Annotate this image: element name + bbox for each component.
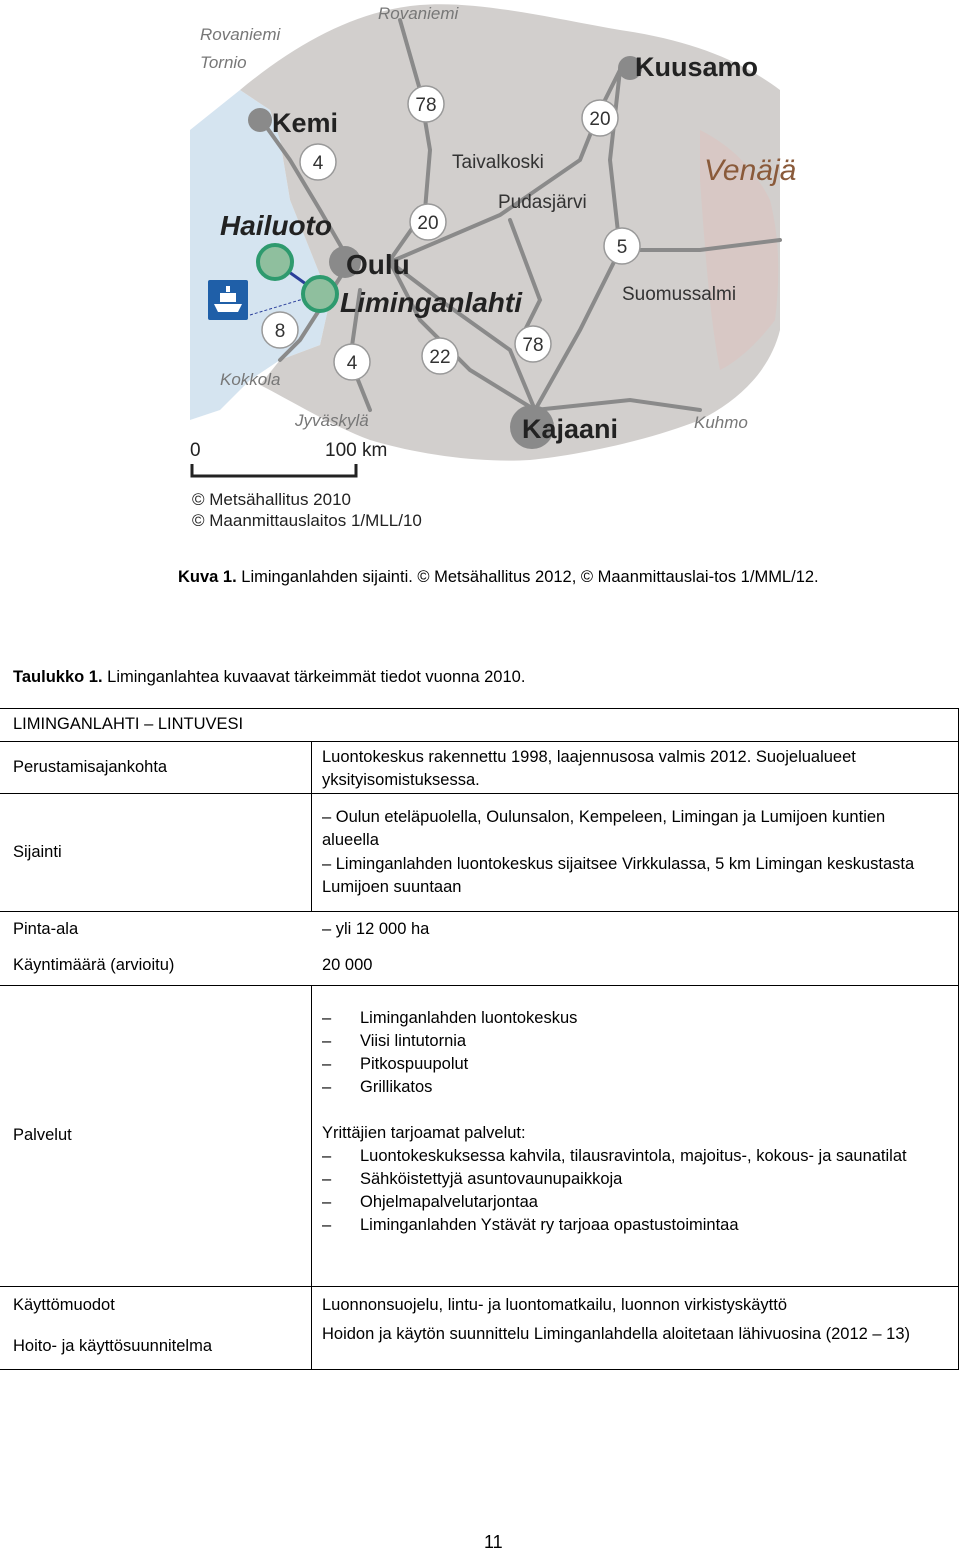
road-label-78b: 78 [522, 335, 544, 356]
road-label-8: 8 [274, 321, 286, 342]
road-label-4b: 4 [346, 353, 358, 374]
table-heading: LIMINGANLAHTI – LINTUVESI [13, 715, 244, 733]
hailuoto-marker [258, 245, 292, 279]
label-kemi: Kemi [272, 108, 339, 138]
caption-prefix: Kuva 1. [178, 568, 237, 586]
label-hailuoto: Hailuoto [220, 210, 332, 241]
page-number: 11 [484, 1532, 503, 1552]
entrepreneur-services-list [322, 1145, 937, 1237]
table-divider [0, 985, 958, 986]
label-suomussalmi: Suomussalmi [622, 284, 737, 305]
table-title-text: Liminganlahtea kuvaavat tärkeimmät tiedot vuonna 2010. [102, 668, 526, 686]
ferry-icon [208, 280, 248, 320]
value-hoito: Hoidon ja käytön suunnittelu Liminganlahdella aloitetaan lähivuosina (2012 – 13) [322, 1325, 910, 1343]
location-map [180, 0, 797, 540]
label-pinta-ala: Pinta-ala [13, 920, 79, 938]
label-kokkola: Kokkola [220, 370, 281, 389]
list-item: – Sähköistettyjä asuntovaunupaikkoja [322, 1168, 937, 1191]
label-kajaani: Kajaani [522, 414, 619, 444]
label-sijainti: Sijainti [13, 843, 62, 861]
table-column-divider [311, 985, 312, 1369]
road-label-5: 5 [616, 237, 628, 258]
scale-bar [190, 440, 387, 476]
map-copyright-1: © Metsähallitus 2010 [192, 490, 352, 509]
list-item: – Liminganlahden Ystävät ry tarjoaa opastustoimintaa [322, 1214, 937, 1237]
road-label-20b: 20 [417, 213, 439, 234]
label-liminganlahti: Liminganlahti [340, 287, 522, 318]
label-hoito: Hoito- ja käyttösuunnitelma [13, 1337, 213, 1355]
road-label-78a: 78 [415, 95, 437, 116]
list-item: – Pitkospuupolut [322, 1053, 937, 1076]
value-sijainti-1: – Oulun eteläpuolella, Oulunsalon, Kempeleen, Limingan ja Lumijoen kuntien alueella [322, 808, 886, 849]
label-jyvaskyla: Jyväskylä [295, 411, 369, 430]
label-perustamisajankohta: Perustamisajankohta [13, 758, 168, 776]
table-divider [0, 911, 958, 912]
label-tornio: Tornio [200, 53, 247, 72]
table-divider [0, 741, 958, 742]
liminganlahti-marker [303, 277, 337, 311]
scale-zero: 0 [190, 440, 201, 461]
list-item: – Luontokeskuksessa kahvila, tilausravintola, majoitus-, kokous- ja saunatilat [322, 1145, 937, 1168]
label-kuusamo: Kuusamo [635, 52, 759, 82]
list-item: – Grillikatos [322, 1076, 937, 1099]
table-title [13, 668, 525, 687]
table-divider [0, 793, 958, 794]
table-title-prefix: Taulukko 1. [13, 668, 103, 686]
road-label-4a: 4 [312, 153, 324, 174]
list-item: – Ohjelmapalvelutarjontaa [322, 1191, 937, 1214]
label-kuhmo: Kuhmo [694, 413, 748, 432]
label-taivalkoski: Taivalkoski [452, 152, 544, 173]
value-kayntimaara: 20 000 [322, 956, 373, 974]
label-oulu: Oulu [346, 249, 410, 280]
list-item: – Liminganlahden luontokeskus [322, 1007, 937, 1030]
label-pudasjarvi: Pudasjärvi [498, 192, 587, 213]
caption-text: Liminganlahden sijainti. © Metsähallitus 2012, © Maanmittauslai-tos 1/MML/12. [236, 568, 819, 586]
value-perustamisajankohta: Luontokeskus rakennettu 1998, laajennusosa valmis 2012. Suojelualueet yksityisomistuksessa. [322, 748, 856, 789]
services-subheading: Yrittäjien tarjoamat palvelut: [322, 1124, 526, 1142]
label-rovaniemi-top: Rovaniemi [378, 4, 459, 23]
list-item: – Viisi lintutornia [322, 1030, 937, 1053]
road-label-22: 22 [429, 347, 451, 368]
value-pinta-ala: – yli 12 000 ha [322, 920, 430, 938]
label-venaja: Venäjä [704, 154, 797, 187]
table-column-divider [311, 741, 312, 911]
services-list [322, 1007, 937, 1099]
map-copyright-2: © Maanmittauslaitos 1/MLL/10 [192, 511, 422, 530]
table-divider [0, 1286, 958, 1287]
town-marker-kemi [248, 108, 272, 132]
label-rovaniemi-left: Rovaniemi [200, 25, 281, 44]
value-kayttomuodot: Luonnonsuojelu, lintu- ja luontomatkailu, luonnon virkistyskäyttö [322, 1296, 788, 1314]
label-palvelut: Palvelut [13, 1126, 72, 1144]
scale-distance: 100 km [325, 440, 388, 461]
road-label-20a: 20 [589, 109, 611, 130]
info-table [0, 708, 959, 1370]
value-sijainti-2: – Liminganlahden luontokeskus sijaitsee Virkkulassa, 5 km Limingan keskustasta Lumijoen suuntaan [322, 855, 915, 896]
label-kayttomuodot: Käyttömuodot [13, 1296, 115, 1314]
figure-caption [178, 566, 828, 588]
value-palvelut [322, 1007, 937, 1237]
label-kayntimaara: Käyntimäärä (arvioitu) [13, 956, 175, 974]
